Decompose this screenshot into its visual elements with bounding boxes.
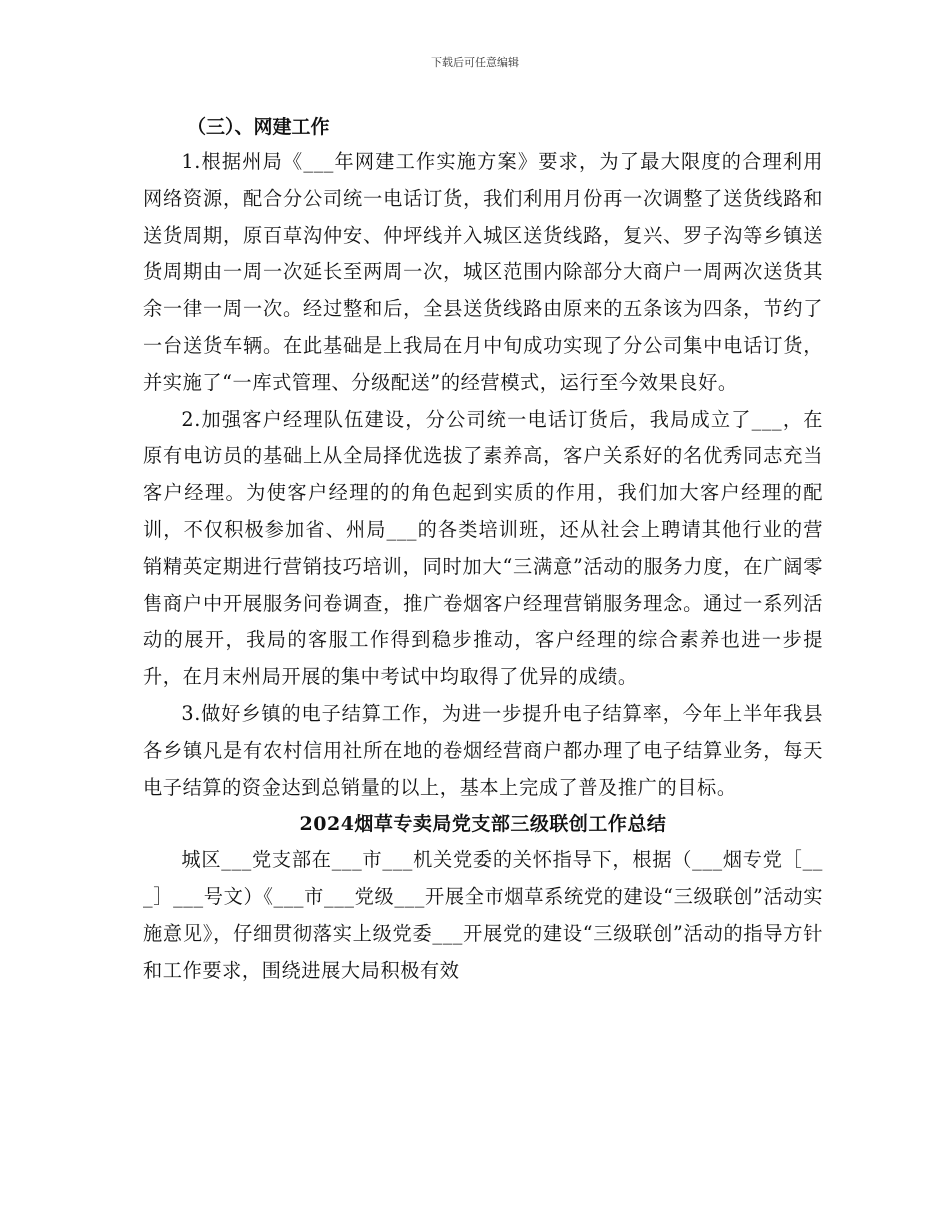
paragraph-1: 1.根据州局《___年网建工作实施方案》要求，为了最大限度的合理利用网络资源，配合分公司统一电话订货，我们利用月份再一次调整了送货线路和送货周期，原百草沟仲安、仲坪线并入城区送货线路，复兴、罗子沟等乡镇送货周期由一周一次延长至两周一次，城区范围内除部分大商户一周两次送货其余一律一周一次。经过整和后，全县送货线路由原来的五条该为四条，节约了一台送货车辆。在此基础是上我局在月中旬成功实现了分公司集中电话订货，并实施了“一库式管理、分级配送”的经营模式，运行至今效果良好。 (143, 150, 823, 394)
section-heading: （三）、网建工作 (187, 116, 330, 138)
paragraph-3: 3.做好乡镇的电子结算工作，为进一步提升电子结算率，今年上半年我县各乡镇凡是有农村信用社所在地的卷烟经营商户都办理了电子结算业务，每天电子结算的资金达到总销量的以上，基本上完成了普及推广的目标。 (143, 701, 823, 799)
summary-paragraph-1: 城区___党支部在___市___机关党委的关怀指导下，根据（___烟专党［___］___号文）《___市___党级___开展全市烟草系统党的建设“三级联创”活动实施意见》，仔细贯彻落实上级党委___开展党的建设“三级联创”活动的指导方针和工作要求，围绕进展大局积极有效 (143, 848, 823, 982)
document-title: 2024烟草专卖局党支部三级联创工作总结 (299, 813, 667, 836)
header-note: 下载后可任意编辑 (431, 56, 519, 69)
document-body (143, 110, 823, 990)
paragraph-2: 2.加强客户经理队伍建设，分公司统一电话订货后，我局成立了___，在原有电访员的基础上从全局择优选拔了素养高，客户关系好的名优秀同志充当客户经理。为使客户经理的的角色起到实质的作用，我们加大客户经理的配训，不仅积极参加省、州局___的各类培训班，还从社会上聘请其他行业的营销精英定期进行营销技巧培训，同时加大“三满意”活动的服务力度，在广阔零售商户中开展服务问卷调查，推广卷烟客户经理营销服务理念。通过一系列活动的展开，我局的客服工作得到稳步推动，客户经理的综合素养也进一步提升，在月末州局开展的集中考试中均取得了优异的成绩。 (143, 407, 823, 689)
